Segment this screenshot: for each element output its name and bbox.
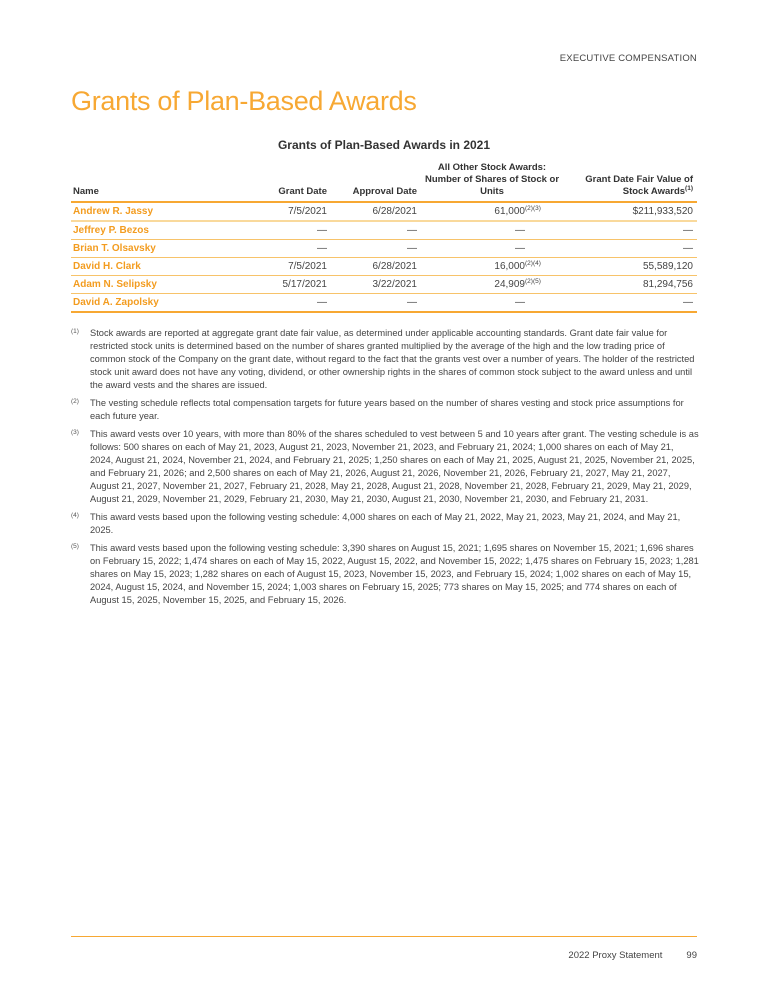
col-shares [421,162,567,202]
shares-value: 24,909 [494,279,525,290]
cell-shares: $61,000^{(2)(3)}$ [421,202,567,221]
cell-grant-date: — [251,221,331,240]
col-shares-label: All Other Stock Awards: Number of Shares of Stock or Units [424,162,560,197]
table-row [71,202,697,221]
footnote-text: The vesting schedule reflects total compensation targets for future years based on the number of shares vesting and stock price assumptions for each future year. [90,398,684,421]
shares-value: — [515,243,525,254]
footnote-text: This award vests based upon the following vesting schedule: 3,390 shares on August 15, 2021; 1,695 shares on November 15, 2021; 1,696 shares on February 15, 2022; 1,474 shares on each of May 15, 2022, August 15, 2022, and November 15, 2022; 1,475 shares on February 15, 2023; 1,281 shares on May 15, 2023; 1,282 shares on each of August 15, 2023, November 15, 2023, and February 15, 2024; 1,002 shares on each of May 15, 2024, August 15, 2024, and November 15, 2024; 1,003 shares on February 15, 2025; 773 shares on May 15, 2025; and 774 shares on each of August 15, 2025, November 15, 2025, and February 15, 2026. [90,543,699,605]
page-title: Grants of Plan-Based Awards [71,86,417,116]
col-fair-value [567,162,697,202]
footnote [71,327,699,392]
cell-fair-value: — [567,294,697,313]
cell-approval-date: — [331,221,421,240]
cell-name: Jeffrey P. Bezos [71,221,251,240]
cell-name: Adam N. Selipsky [71,276,251,294]
cell-shares: $16,000^{(2)(4)}$ [421,258,567,276]
table-row [71,276,697,294]
footnote [71,428,699,506]
col-grant-date: Grant Date [251,162,331,202]
footnote-text: Stock awards are reported at aggregate grant date fair value, as determined under applicable accounting standards. Grant date fair value for restricted stock units is determined based on the number of shares granted multiplied by the average of the high and the low trading price of common stock of the Company on the grant date, without regard to the fact that the grants vest over a number of years. The holder of the restricted stock unit award does not have any voting, dividend, or other ownership rights in the shares of common stock subject to the award unless and until the award vests and the shares are issued. [90,328,695,390]
footnote [71,511,699,537]
footnote-text: This award vests over 10 years, with more than 80% of the shares scheduled to vest between 5 and 10 years after grant. The vesting schedule is as follows: 500 shares on each of May 21, 2023, August 21, 2023, November 21, 2023, and February 21, 2024; 1,000 shares on each of May 21, 2024, August 21, 2024, November 21, 2024, and February 21, 2025; 1,250 shares on each of May 21, 2025, August 21, 2025, November 21, 2025, and February 21, 2026; and 2,500 shares on each of May 21, 2026, August 21, 2026, November 21, 2026, February 21, 2027, May 21, 2027, August 21, 2027, November 21, 2027, February 21, 2028, May 21, 2028, August 21, 2028, November 21, 2028, February 21, 2029, May 21, 2029, August 21, 2029, November 21, 2029, February 21, 2030, May 21, 2030, August 21, 2030, November 21, 2030, and February 21, 2031. [90,429,699,504]
table-title: Grants of Plan-Based Awards in 2021 [277,138,491,152]
cell-name: Brian T. Olsavsky [71,240,251,258]
footnote-mark: (3) [71,429,79,436]
publication-name: 2022 Proxy Statement [568,950,663,961]
footer-divider [71,936,697,937]
cell-shares [421,240,567,258]
shares-value: 61,000 [494,206,525,217]
shares-value: 16,000 [494,261,525,272]
shares-value: — [515,297,525,308]
footnote-mark: (5) [71,543,79,550]
content-flow [71,162,699,612]
table-row [71,240,697,258]
cell-name: David H. Clark [71,258,251,276]
footnote-mark: (2) [71,398,79,405]
footnotes [71,327,699,607]
cell-grant-date: 7/5/2021 [251,202,331,221]
table-row [71,221,697,240]
col-fair-value-label: Grant Date Fair Value of Stock Awards [585,174,693,197]
cell-fair-value: 55,589,120 [567,258,697,276]
section-label: EXECUTIVE COMPENSATION [559,53,697,64]
cell-approval-date: 3/22/2021 [331,276,421,294]
footnote-text: This award vests based upon the following vesting schedule: 4,000 shares on each of May 21, 2022, May 21, 2023, May 21, 2024, and May 21, 2025. [90,512,681,535]
cell-name: David A. Zapolsky [71,294,251,313]
footnote-ref: (1) [685,184,693,192]
footnote [71,397,699,423]
cell-grant-date: — [251,294,331,313]
table-header-row [71,162,697,202]
cell-approval-date: 6/28/2021 [331,258,421,276]
cell-grant-date: 5/17/2021 [251,276,331,294]
cell-grant-date: 7/5/2021 [251,258,331,276]
grants-table [71,162,697,313]
cell-approval-date: 6/28/2021 [331,202,421,221]
page-footer [568,950,697,961]
cell-approval-date: — [331,240,421,258]
cell-shares [421,221,567,240]
cell-fair-value: — [567,240,697,258]
footnote-mark: (1) [71,328,79,335]
cell-shares [421,294,567,313]
col-approval-date: Approval Date [331,162,421,202]
cell-fair-value: 81,294,756 [567,276,697,294]
cell-shares: $24,909^{(2)(5)}$ [421,276,567,294]
footnote-mark: (4) [71,512,79,519]
table-row [71,258,697,276]
cell-fair-value: $211,933,520 [567,202,697,221]
table-row [71,294,697,313]
cell-grant-date: — [251,240,331,258]
cell-name: Andrew R. Jassy [71,202,251,221]
cell-approval-date: — [331,294,421,313]
shares-value: — [515,225,525,236]
col-name: Name [71,162,251,202]
cell-fair-value: — [567,221,697,240]
page-number: 99 [686,950,697,961]
footnote [71,542,699,607]
